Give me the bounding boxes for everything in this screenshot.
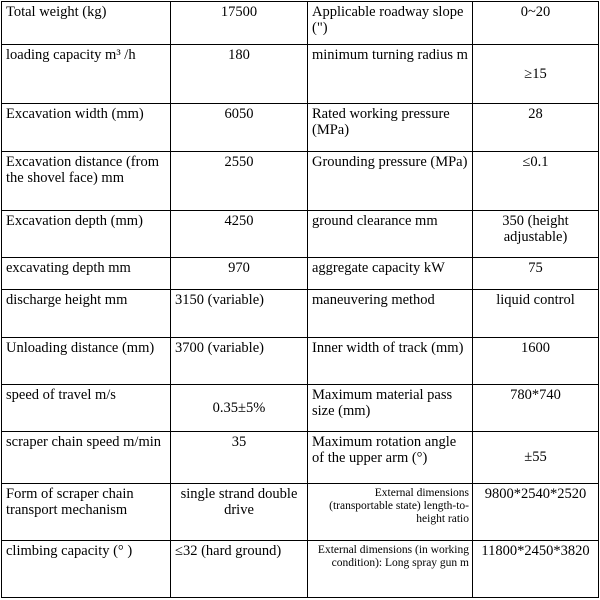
spec-label: External dimensions (in working condition): Long spray gun m [308,541,473,598]
spec-label: Applicable roadway slope (") [308,2,473,45]
spec-value: 17500 [171,2,308,45]
spec-value: 0.35±5% [171,385,308,431]
spec-label: speed of travel m/s [2,385,171,431]
spec-label: Total weight (kg) [2,2,171,45]
spec-value: 1600 [473,337,599,385]
spec-value: 3150 (variable) [171,290,308,338]
spec-value: 28 [473,104,599,152]
spec-value: 6050 [171,104,308,152]
spec-value: 780*740 [473,385,599,431]
spec-label: Form of scraper chain transport mechanism [2,484,171,541]
spec-label: aggregate capacity kW [308,258,473,290]
table-row [2,337,599,385]
table-row [2,104,599,152]
table-row [2,210,599,258]
spec-value: 9800*2540*2520 [473,484,599,541]
spec-label: Maximum material pass size (mm) [308,385,473,431]
spec-value: 75 [473,258,599,290]
table-row [2,2,599,45]
table-row [2,151,599,210]
spec-value: 0~20 [473,2,599,45]
spec-value: single strand double drive [171,484,308,541]
spec-value: 180 [171,45,308,104]
table-row [2,431,599,484]
spec-value: 350 (height adjustable) [473,210,599,258]
spec-value: 970 [171,258,308,290]
table-row [2,290,599,338]
spec-label: Rated working pressure (MPa) [308,104,473,152]
spec-label: climbing capacity (° ) [2,541,171,598]
spec-label: External dimensions (transportable state) length-to-height ratio [308,484,473,541]
spec-label: excavating depth mm [2,258,171,290]
spec-value: 3700 (variable) [171,337,308,385]
spec-label: scraper chain speed m/min [2,431,171,484]
spec-value: ±55 [473,431,599,484]
spec-value: 4250 [171,210,308,258]
spec-label: Excavation distance (from the shovel face) mm [2,151,171,210]
spec-value: 35 [171,431,308,484]
table-row [2,385,599,431]
spec-label: Excavation depth (mm) [2,210,171,258]
table-row [2,45,599,104]
spec-label: minimum turning radius m [308,45,473,104]
spec-value: ≤32 (hard ground) [171,541,308,598]
spec-value: 2550 [171,151,308,210]
table-row [2,541,599,598]
spec-label: Inner width of track (mm) [308,337,473,385]
spec-label: Maximum rotation angle of the upper arm (°) [308,431,473,484]
spec-value: 11800*2450*3820 [473,541,599,598]
spec-label: Excavation width (mm) [2,104,171,152]
spec-label: ground clearance mm [308,210,473,258]
spec-label: discharge height mm [2,290,171,338]
spec-value: liquid control [473,290,599,338]
spec-value: ≥15 [473,45,599,104]
spec-label: Grounding pressure (MPa) [308,151,473,210]
spec-label: maneuvering method [308,290,473,338]
table-row [2,484,599,541]
table-row [2,258,599,290]
spec-label: Unloading distance (mm) [2,337,171,385]
spec-label: loading capacity m³ /h [2,45,171,104]
spec-value: ≤0.1 [473,151,599,210]
spec-table [1,1,599,598]
